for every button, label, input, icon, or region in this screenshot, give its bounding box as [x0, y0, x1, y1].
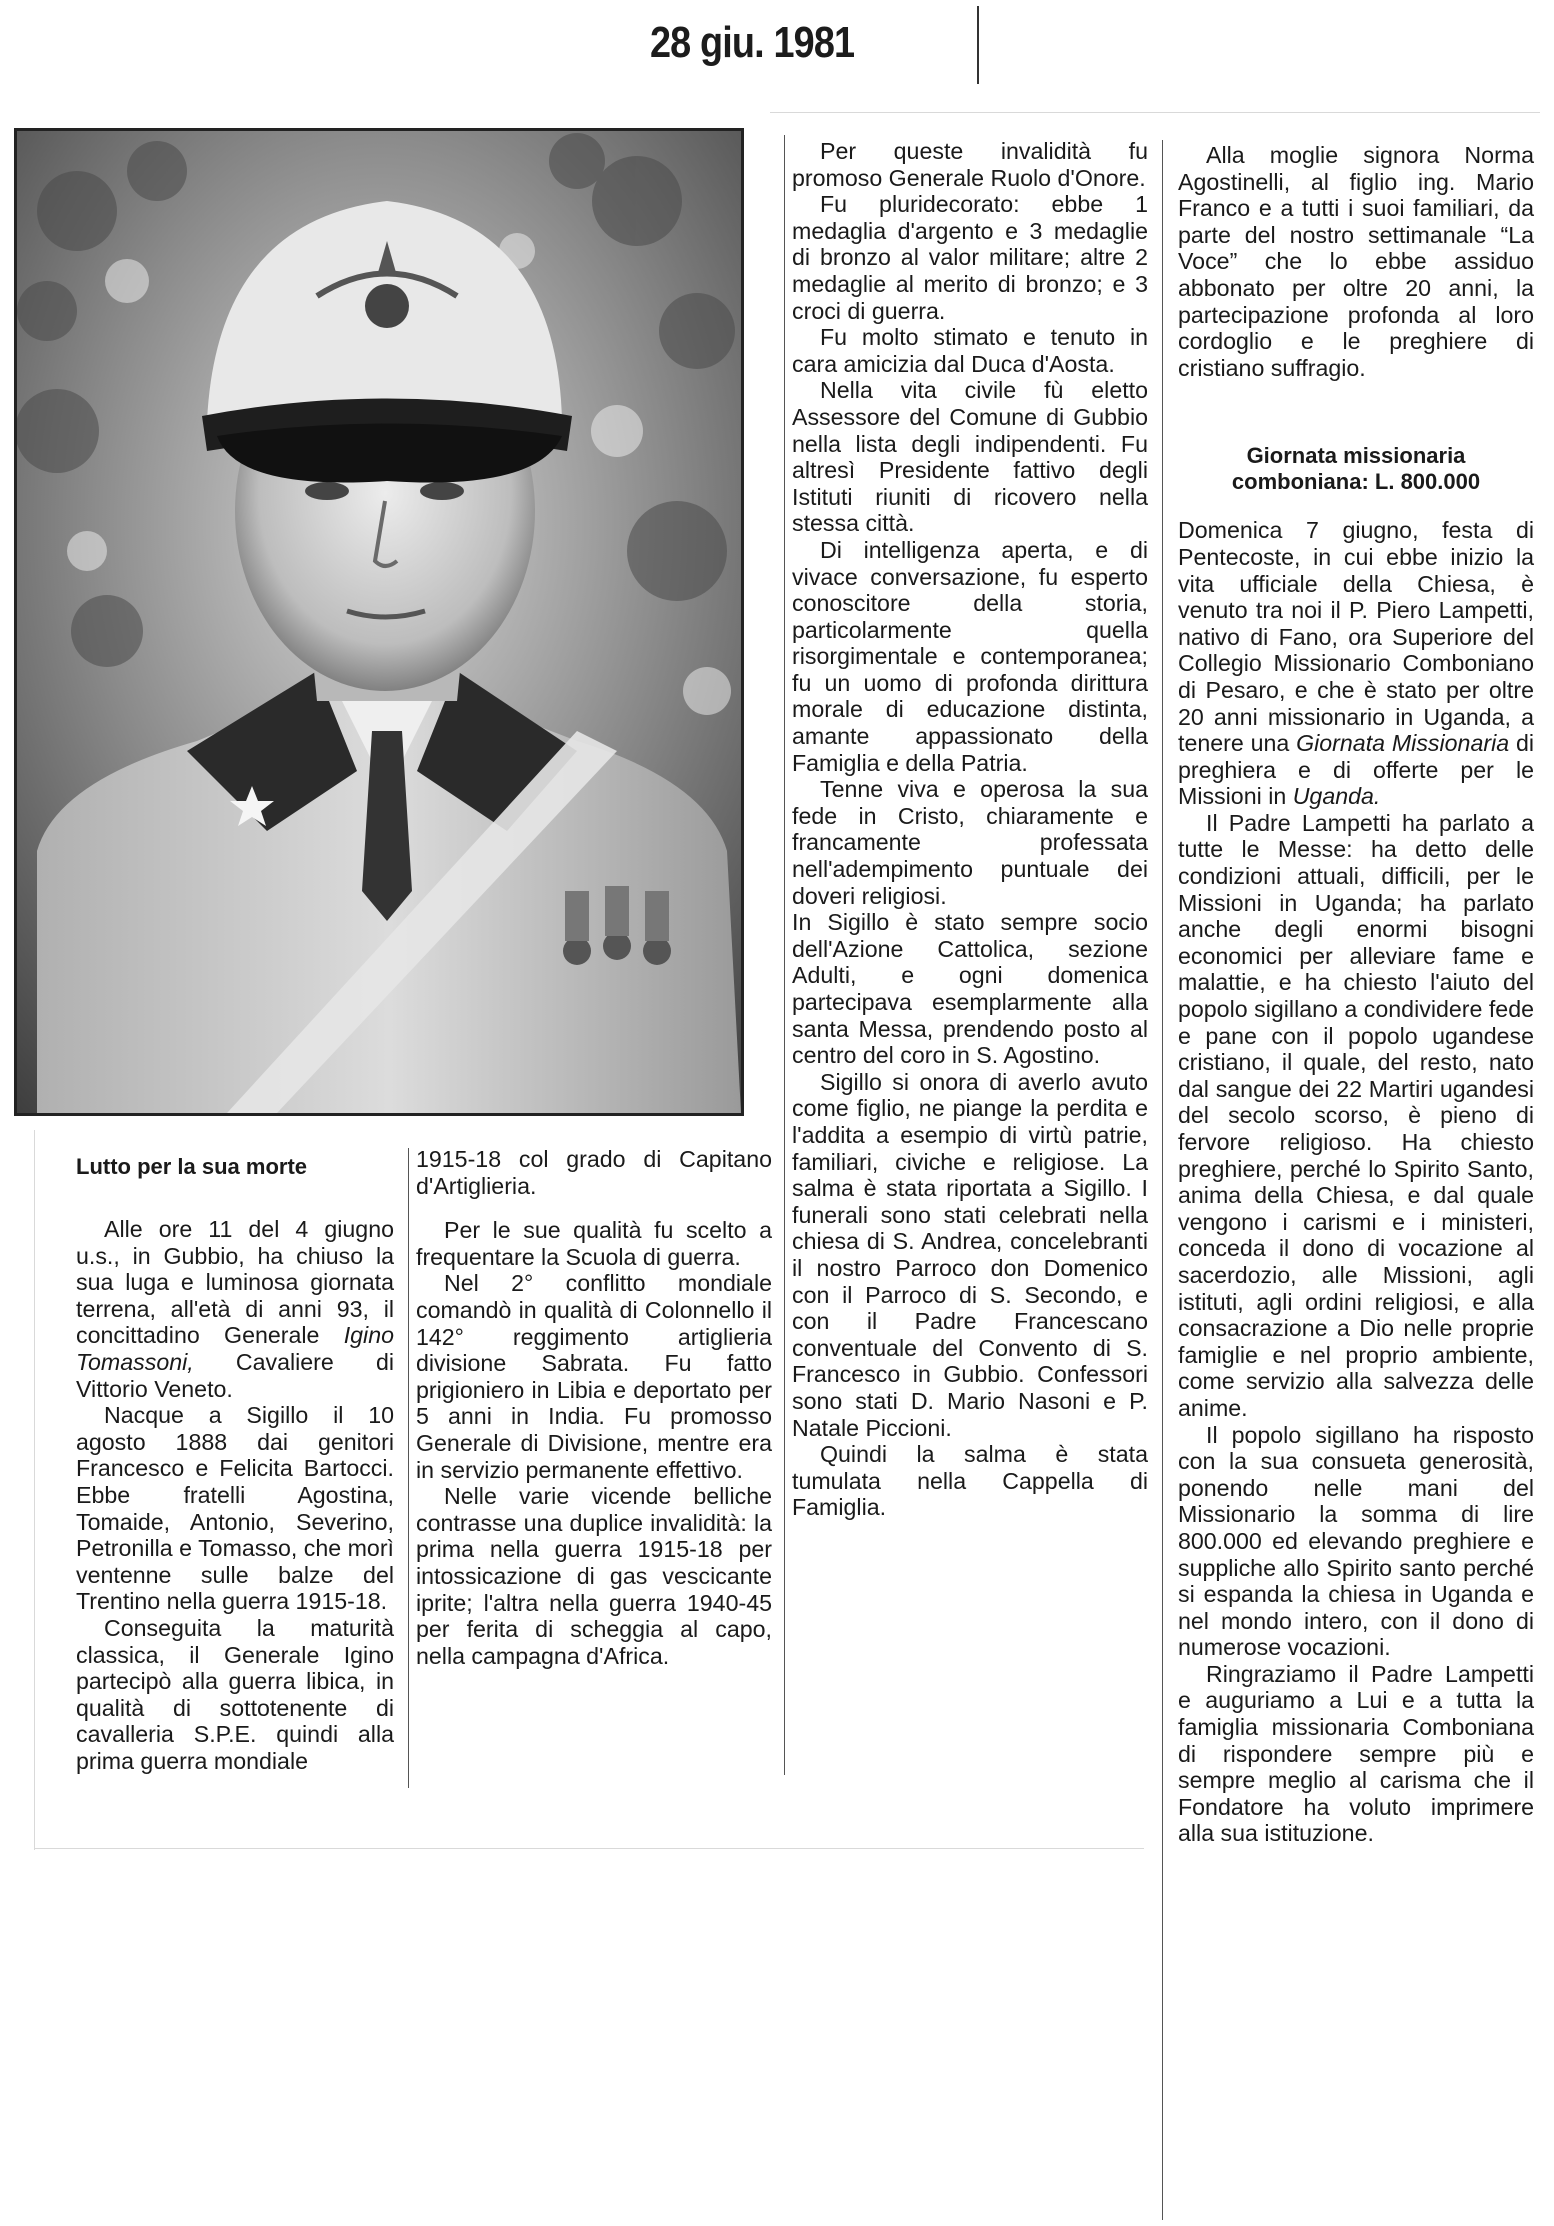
portrait-photo: [14, 128, 744, 1116]
paragraph-text: Alle ore 11 del 4 giugno u.s., in Gubbio, ha chiuso la sua luga e luminosa giornata terrena, all'età di anni 93, il concittadino Generale: [76, 1216, 394, 1349]
paragraph: In Sigillo è stato sempre socio dell'Azione Cattolica, sezione Adulti, e ogni domenica partecipava esemplarmente alla santa Messa, prendendo posto al centro del coro in S. Agostino.: [792, 909, 1148, 1069]
paragraph: Nacque a Sigillo il 10 agosto 1888 dai genitori Francesco e Felicita Bartocci. Ebbe fratelli Agostina, Tomaide, Antonio, Severino, Petronilla e Tomasso, che morì ventenne sulle balze del Trentino nella guerra 1915-18.: [76, 1402, 394, 1615]
column-divider-4: [1162, 140, 1163, 2220]
paragraph: Ringraziamo il Padre Lampetti e auguriamo a Lui e a tutta la famiglia missionaria Comboniana di rispondere sempre più e sempre meglio al carisma che il Fondatore ha voluto imprimere alla sua istituzione.: [1178, 1660, 1534, 1847]
paragraph: Fu pluridecorato: ebbe 1 medaglia d'argento e 3 medaglie di bronzo al valor militare; altre 2 medaglie al merito di bronzo; e 3 croci di guerra.: [792, 191, 1148, 324]
article-column-1: [76, 1154, 394, 1774]
emphasis: Giornata Missionaria: [1296, 730, 1510, 757]
emphasis: Uganda.: [1292, 783, 1381, 810]
paragraph: 1915-18 col grado di Capitano d'Artiglieria.: [416, 1146, 772, 1199]
date-divider: [977, 6, 979, 84]
article-heading: Giornata missionaria comboniana: L. 800.000: [1231, 443, 1481, 495]
paragraph: Il popolo sigillano ha risposto con la sua consueta generosità, ponendo nelle mani del Missionario la somma di lire 800.000 ed elevando preghiere e suppliche allo Spirito santo perché si espanda la chiesa in Uganda e nel mondo intero, con il dono di numerose vocazioni.: [1178, 1421, 1534, 1661]
paragraph: Sigillo si onora di averlo avuto come figlio, ne piange la perdita e l'addita a esempio di virtù patrie, familiari, civiche e religiose. La salma è stata riportata a Sigillo. I funerali sono stati celebrati nella chiesa di S. Andrea, concelebranti il nostro Parroco don Domenico con il Parroco di S. Secondo, e con il Padre Francescano conventuale del Convento di S. Francesco in Gubbio. Confessori sono stati D. Mario Nasoni e P. Natale Piccioni.: [792, 1068, 1148, 1441]
clip-edge-left: [34, 1130, 35, 1850]
paragraph: Di intelligenza aperta, e di vivace conversazione, fu esperto conoscitore della storia, particolarmente quella risorgimentale e contemporanea; fu un uomo di profonda dirittura morale di educazione distinta, amante appassionato della Famiglia e della Patria.: [792, 536, 1148, 776]
article-column-2: [416, 1146, 772, 1669]
column-divider-3: [784, 135, 785, 1775]
clipping-date: 28 giu. 1981: [650, 18, 855, 67]
paragraph: Alla moglie signora Norma Agostinelli, al figlio ing. Mario Franco e a tutti i suoi familiari, da parte del nostro settimanale “La Voce” che lo ebbe assiduo abbonato per oltre 20 anni, la partecipazione profonda al loro cordoglio e le preghiere di cristiano suffragio.: [1178, 142, 1534, 381]
paragraph: Nel 2° conflitto mondiale comandò in qualità di Colonnello il 142° reggimento artiglieria divisione Sabrata. Fu fatto prigioniero in Libia e deportato per 5 anni in India. Fu promosso Generale di Divisione, mentre era in servizio permanente effettivo.: [416, 1270, 772, 1483]
general-name: Igino Tomassoni,: [76, 1322, 394, 1375]
paragraph-text: Domenica 7 giugno, festa di Pentecoste, in cui ebbe inizio la vita ufficiale della Chiesa, è venuto tra noi il P. Piero Lampetti, nativo di Fano, ora Superiore del Collegio Missionario Comboniano di Pesaro, e che è stato per oltre 20 anni missionario in Uganda, a tenere una: [1178, 517, 1534, 757]
paragraph: Fu molto stimato e tenuto in cara amicizia dal Duca d'Aosta.: [792, 324, 1148, 377]
article-heading: Lutto per la sua morte: [76, 1154, 308, 1179]
paragraph: Per queste invalidità fu promoso Generale Ruolo d'Onore.: [792, 138, 1148, 191]
paragraph: Quindi la salma è stata tumulata nella Cappella di Famiglia.: [792, 1441, 1148, 1521]
column-divider-2: [408, 1148, 409, 1788]
paragraph: Per le sue qualità fu scelto a frequentare la Scuola di guerra.: [416, 1217, 772, 1270]
paragraph: Conseguita la maturità classica, il Generale Igino partecipò alla guerra libica, in qualità di sottotenente di cavalleria S.P.E. quindi alla prima guerra mondiale: [76, 1614, 394, 1774]
paragraph-text: Cavaliere di Vittorio Veneto.: [76, 1348, 394, 1402]
clip-edge-bottom: [34, 1848, 1144, 1849]
paragraph-text: di preghiera e di offerte per le Missioni in: [1178, 730, 1534, 810]
paragraph: Nella vita civile fù eletto Assessore del Comune di Gubbio nella lista degli indipendenti. Fu altresì Presidente fattivo degli Istituti riuniti di ricovero nella stessa città.: [792, 377, 1148, 537]
article-column-4: [1178, 142, 1534, 1847]
paragraph: Nelle varie vicende belliche contrasse una duplice invalidità: la prima nella guerra 1915-18 per intossicazione di gas vescicante iprite; l'altra nella guerra 1940-45 per ferita di scheggia al capo, nella campagna d'Africa.: [416, 1483, 772, 1669]
portrait-illustration: [17, 131, 741, 1113]
clip-edge-top: [770, 112, 1540, 113]
paragraph: [1178, 517, 1534, 810]
paragraph: [76, 1216, 394, 1402]
paragraph: Tenne viva e operosa la sua fede in Cristo, chiaramente e francamente professata nell'adempimento puntuale dei doveri religiosi.: [792, 776, 1148, 909]
paragraph: Il Padre Lampetti ha parlato a tutte le Messe: ha detto delle condizioni attuali, difficili, per le Missioni in Uganda; ha parlato anche degli enormi bisogni economici per alleviare fame e malattie, e ha chiesto l'aiuto del popolo sigillano a condividere fede e pane con il popolo ugandese cristiano, il quale, del resto, nato dal sangue dei 22 Martiri ugandesi del secolo scorso, è pieno di fervore religioso. Ha chiesto preghiere, perché lo Spirito Santo, anima della Chiesa, e dal quale vengono i carismi e i ministeri, conceda il dono di vocazione al sacerdozio, alle Missioni, agli istituti, agli ordini religiosi, e alla consacrazione a Dio nelle proprie famiglie e nel proprio ambiente, come servizio alla salvezza delle anime.: [1178, 809, 1534, 1421]
article-column-3: [792, 138, 1148, 1521]
